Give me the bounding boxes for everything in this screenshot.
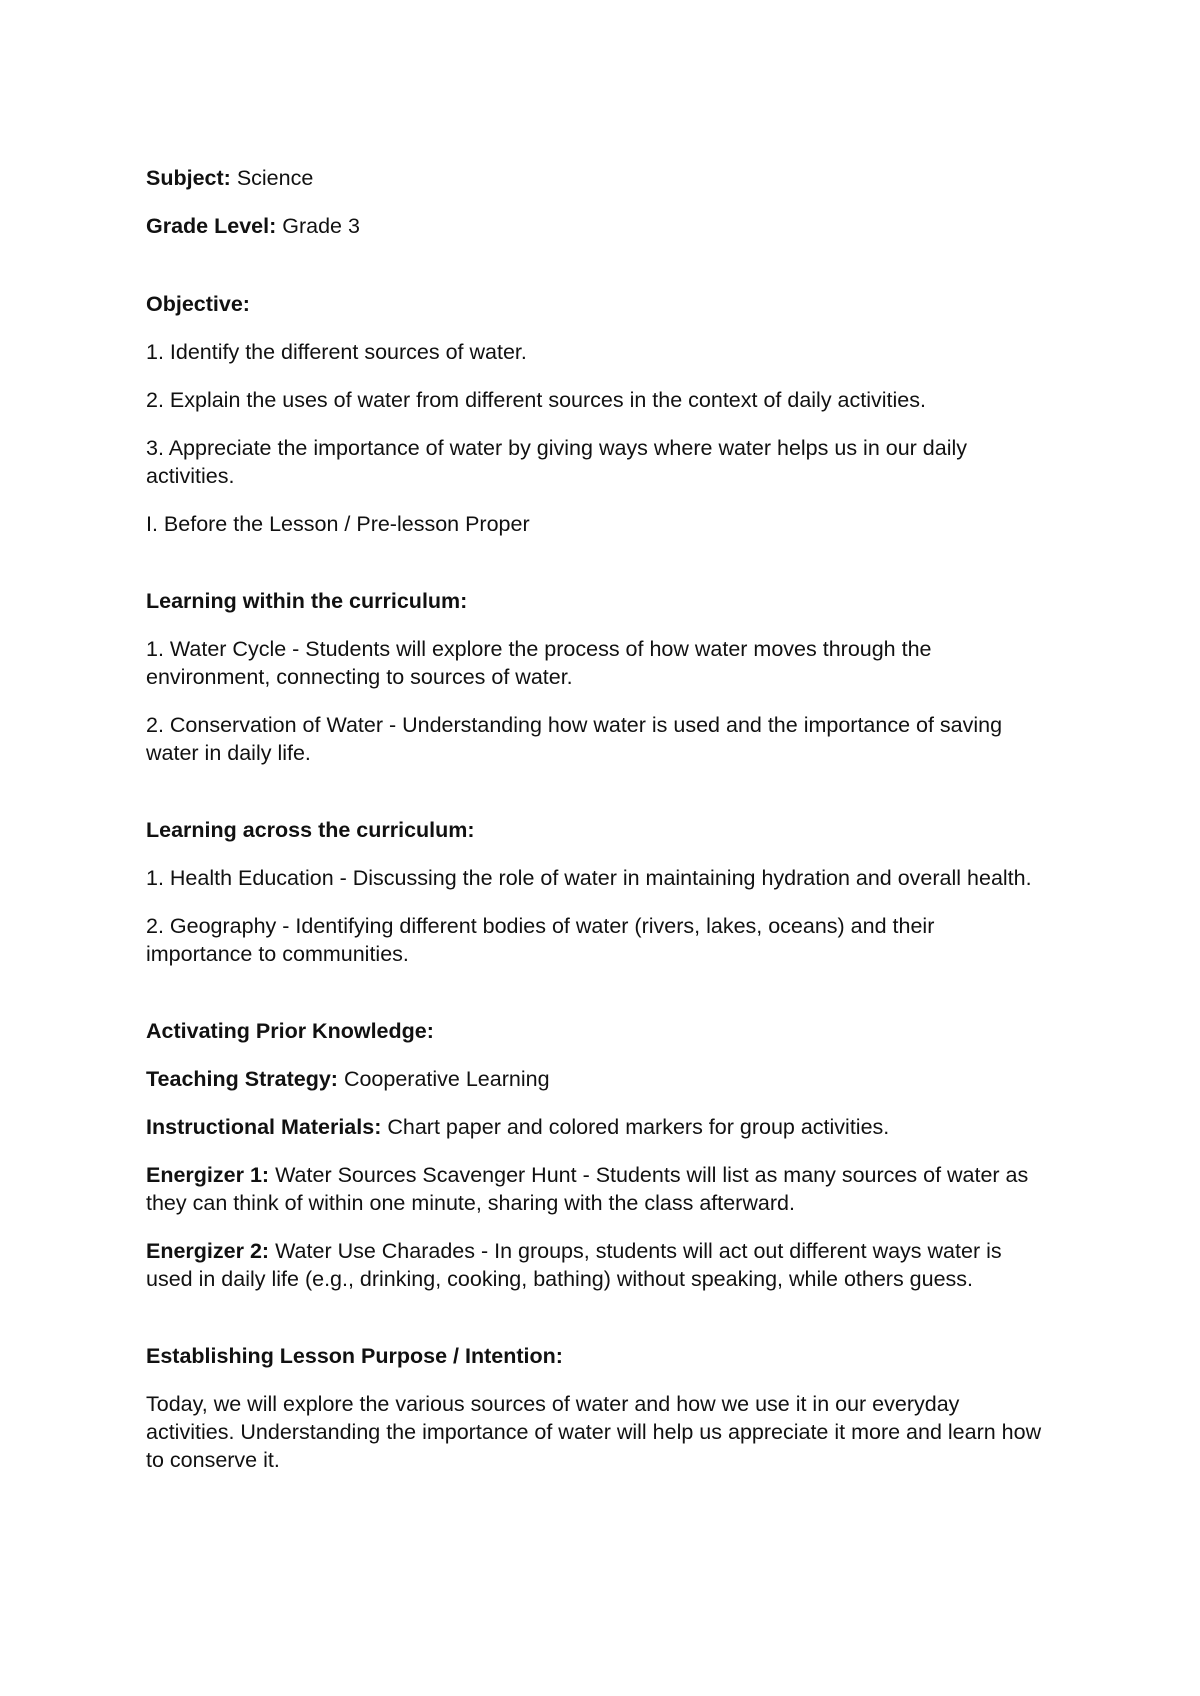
energizer-2-line xyxy=(146,1237,1046,1293)
energizer-1-value: Water Sources Scavenger Hunt - Students will list as many sources of water as they can think of within one minute, sharing with the class afterward. xyxy=(146,1163,1029,1215)
grade-level-line xyxy=(146,212,1046,240)
learning-across-item-1: 1. Health Education - Discussing the role of water in maintaining hydration and overall health. xyxy=(146,866,1032,890)
teaching-strategy-line xyxy=(146,1065,1046,1093)
purpose-heading: Establishing Lesson Purpose / Intention: xyxy=(146,1344,563,1368)
energizer-1-label: Energizer 1: xyxy=(146,1163,270,1187)
instructional-materials-line xyxy=(146,1113,1046,1141)
objective-item-1: 1. Identify the different sources of water. xyxy=(146,340,527,364)
objective-item-2: 2. Explain the uses of water from different sources in the context of daily activities. xyxy=(146,388,926,412)
instructional-materials-label: Instructional Materials: xyxy=(146,1115,382,1139)
learning-across-item-2: 2. Geography - Identifying different bodies of water (rivers, lakes, oceans) and their importance to communities. xyxy=(146,914,935,966)
purpose-text: Today, we will explore the various sources of water and how we use it in our everyday activities. Understanding the importance of water will help us appreciate it more and learn how to conserve it. xyxy=(146,1392,1042,1472)
energizer-1-line xyxy=(146,1161,1046,1217)
subject-line xyxy=(146,164,1046,192)
learning-across-heading: Learning across the curriculum: xyxy=(146,818,475,842)
instructional-materials-value: Chart paper and colored markers for group activities. xyxy=(387,1115,890,1139)
pre-lesson-heading: I. Before the Lesson / Pre-lesson Proper xyxy=(146,512,530,536)
learning-within-item-2: 2. Conservation of Water - Understanding how water is used and the importance of saving water in daily life. xyxy=(146,713,1003,765)
activating-heading: Activating Prior Knowledge: xyxy=(146,1019,434,1043)
teaching-strategy-label: Teaching Strategy: xyxy=(146,1067,338,1091)
subject-value: Science xyxy=(236,166,314,190)
energizer-2-label: Energizer 2: xyxy=(146,1239,270,1263)
subject-label: Subject: xyxy=(146,166,231,190)
teaching-strategy-value: Cooperative Learning xyxy=(343,1067,550,1091)
grade-level-value: Grade 3 xyxy=(282,214,360,238)
grade-level-label: Grade Level: xyxy=(146,214,277,238)
energizer-2-value: Water Use Charades - In groups, students will act out different ways water is used in daily life (e.g., drinking, cooking, bathing) without speaking, while others guess. xyxy=(146,1239,1002,1291)
learning-within-item-1: 1. Water Cycle - Students will explore the process of how water moves through the environment, connecting to sources of water. xyxy=(146,637,932,689)
learning-within-heading: Learning within the curriculum: xyxy=(146,589,468,613)
objective-heading: Objective: xyxy=(146,292,250,316)
document-page xyxy=(146,164,1046,1474)
objective-item-3: 3. Appreciate the importance of water by giving ways where water helps us in our daily activities. xyxy=(146,436,968,488)
